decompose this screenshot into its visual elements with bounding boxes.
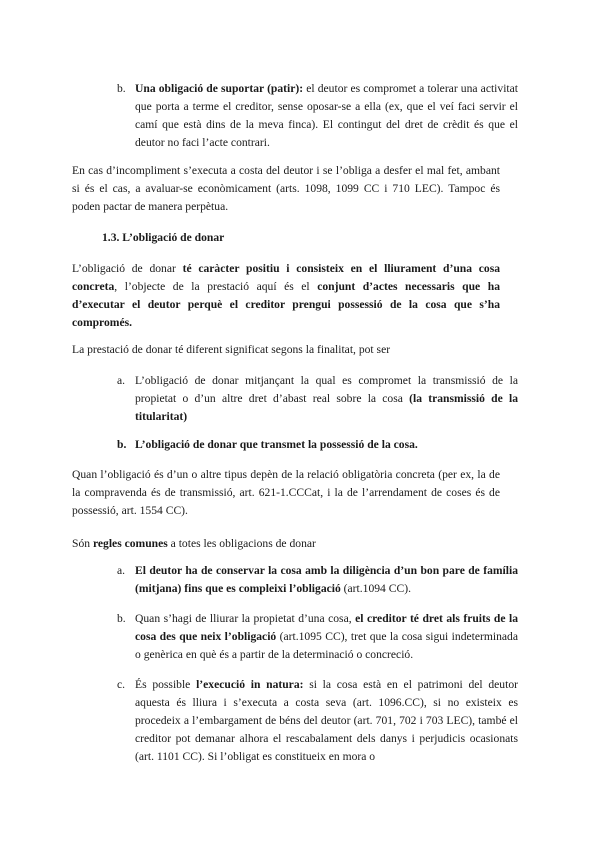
list-item-text: Quan s’hagi de lliurar la propietat d’una cosa, [135,612,356,625]
text-run: L’obligació de donar [72,262,183,275]
list-item-transmissio [117,372,518,426]
list-item-text: L’obligació de donar mitjançant la qual es compromet la transmissió de la propietat o d’un altre dret d’abast real sobre la cosa [135,374,518,405]
list-item-execucio [117,676,518,766]
bold-run: té caràcter positiu i consisteix en el lliurament d’una cosa concreta [72,262,500,293]
bold-run: regles comunes [92,537,168,550]
text-run: a totes les obligacions de donar [167,537,316,550]
list-item-conservar [117,562,518,598]
list-marker: a. [117,564,126,577]
bold-term: Una obligació de suportar (patir): [135,82,304,95]
list-marker: b. [117,438,127,451]
paragraph-quan: Quan l’obligació és d’un o altre tipus depèn de la relació obligatòria concreta (per ex, la de la compravenda és de transmissió, art. 621-1.CCCat, i la de l’arrendament de coses és de possessió, art. 1554 CC). [72,468,500,517]
list-item-text: (art.1095 CC), tret que la cosa sigui indeterminada o genèrica en què és a partir de la determinació o concreció. [135,630,518,661]
list-item-text: És possible [135,678,197,691]
list-item-possessio [117,436,518,454]
bold-term: l’execució in natura: [196,678,304,691]
paragraph-regles [72,535,500,553]
list-item-suportar [117,80,518,152]
list-marker: b. [117,82,126,95]
list-item-text: el deutor es compromet a tolerar una activitat que porta a terme el creditor, sense oposar-se a ella (ex, que el veí faci servir el camí que està dins de la meva finca). El contingut del dret de crèdit és que el deutor no faci l’acte contrari. [135,82,519,149]
section-heading: 1.3. L’obligació de donar [102,231,225,244]
list-marker: a. [117,374,126,387]
bold-term: L’obligació de donar que transmet la possessió de la cosa. [135,438,418,451]
list-item-fruits [117,610,518,664]
list-marker: b. [117,612,126,625]
paragraph-incompliment: En cas d’incompliment s’executa a costa del deutor i se l’obliga a desfer el mal fet, ambant si és el cas, a avaluar-se econòmicament (arts. 1098, 1099 CC i 710 LEC). Tampoc és poden pactar de manera perpètua. [72,164,500,213]
list-item-text: si la cosa està en el patrimoni del deutor aquesta és lliura i s’executa a costa seva (art. 1096.CC), si no existeix es procedeix a l’embargament de béns del deutor (art. 701, 702 i 703 LEC), també el creditor pot demanar alhora el rescabalament dels danys i perjudicis ocasionats (art. 1101 CC). Si l’obligat es constitueix en mora o [135,678,518,763]
bold-term: (la transmissió de la titularitat) [135,392,518,423]
list-item-text: (art.1094 CC). [340,582,411,595]
bold-term: el creditor té dret als fruits de la cosa des que neix l’obligació [135,612,518,643]
bold-term: El deutor ha de conservar la cosa amb la diligència d’un bon pare de família (mitjana) fins que es compleixi l’obligació [135,564,518,595]
text-run: , l’objecte de la prestació aquí és el [114,280,318,293]
list-marker: c. [117,678,126,691]
text-run: Són [72,537,93,550]
paragraph-finalitat: La prestació de donar té diferent significat segons la finalitat, pot ser [72,343,391,356]
bold-run: conjunt d’actes necessaris que ha d’executar el deutor perquè el creditor prengui possessió de la cosa que s’ha compromés. [72,280,500,329]
paragraph-obligacio-donar [72,260,500,332]
